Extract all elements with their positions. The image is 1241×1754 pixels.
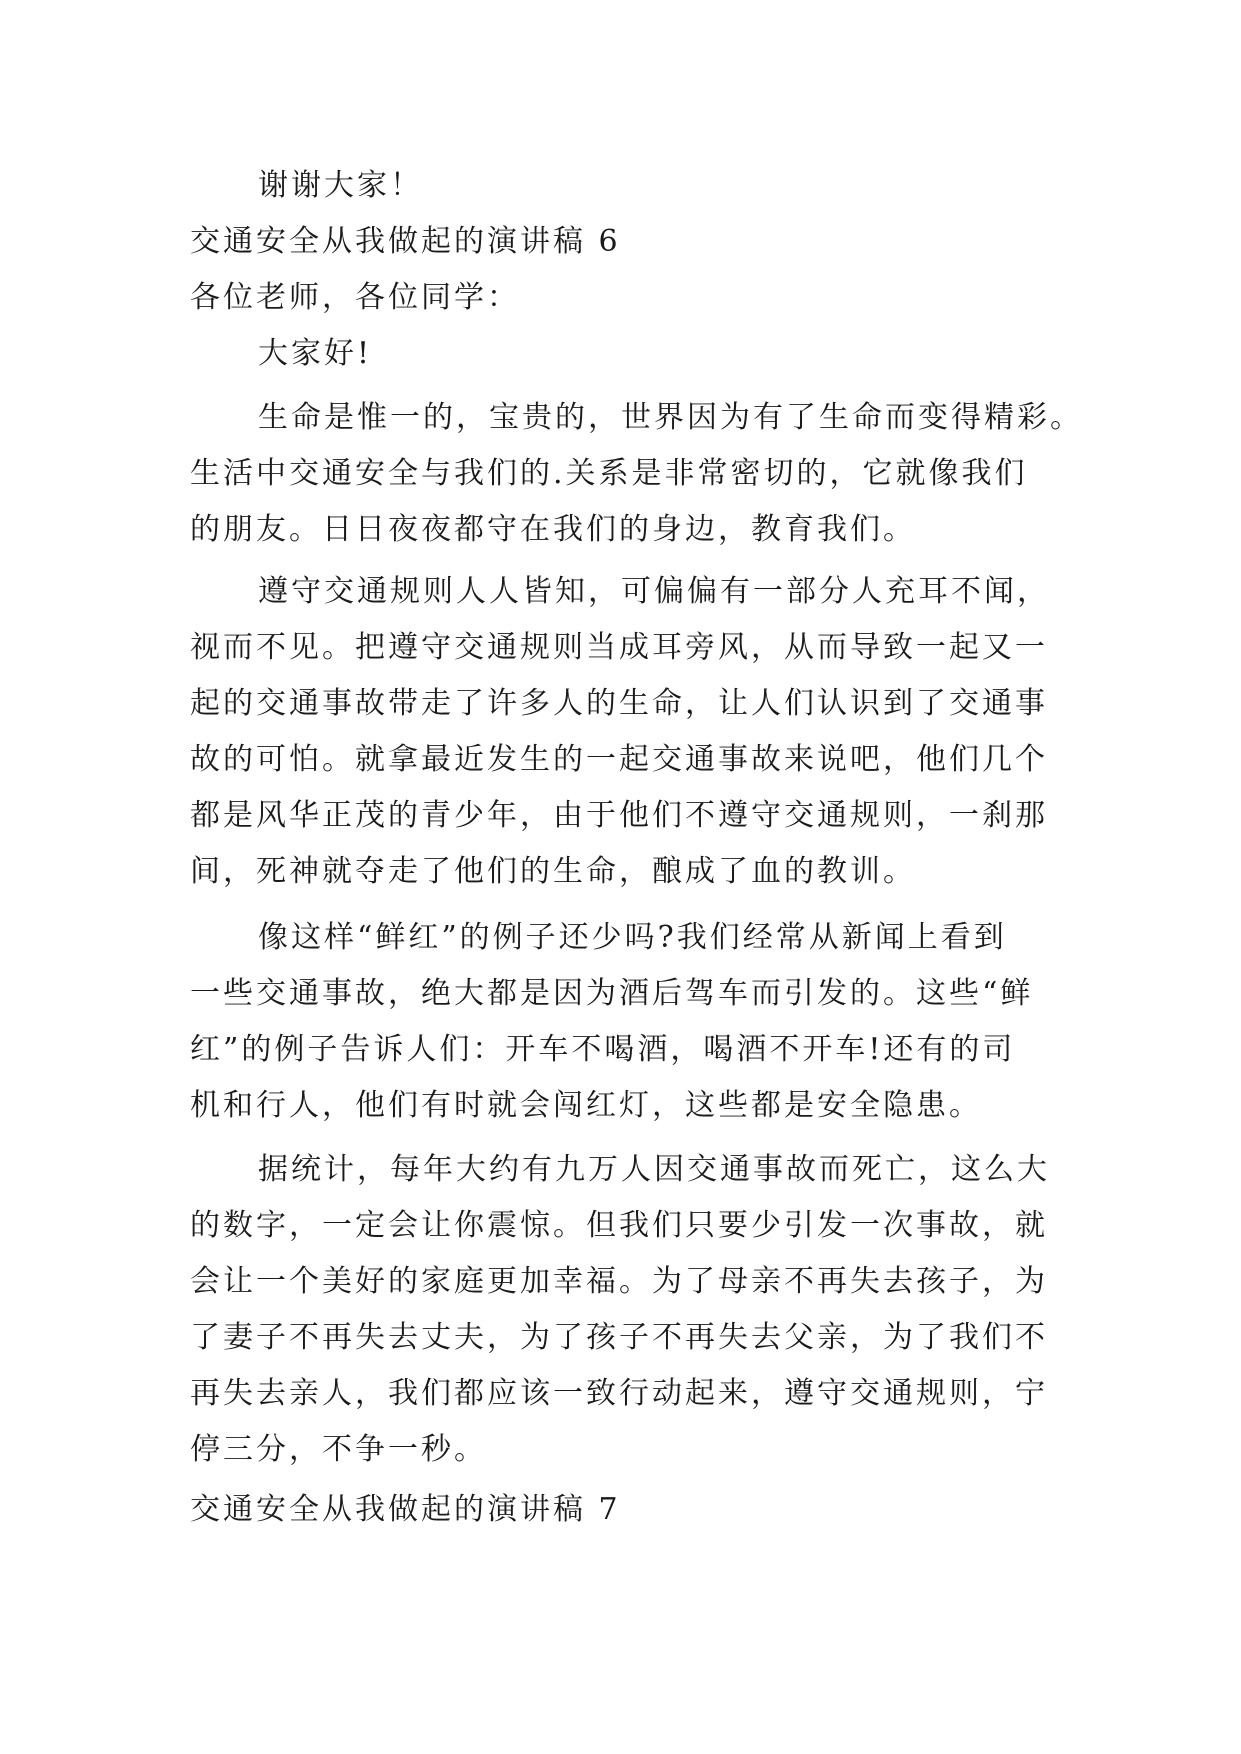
paragraph-line: 视而不见。把遵守交通规则当成耳旁风，从而导致一起又一 bbox=[190, 630, 1048, 665]
section-heading-7: 交通安全从我做起的演讲稿 7 bbox=[190, 1492, 621, 1527]
section-heading-6: 交通安全从我做起的演讲稿 6 bbox=[190, 224, 621, 259]
paragraph-line: 起的交通事故带走了许多人的生命，让人们认识到了交通事 bbox=[190, 686, 1048, 721]
paragraph-line: 会让一个美好的家庭更加幸福。为了母亲不再失去孩子，为 bbox=[190, 1264, 1048, 1299]
paragraph-line: 的数字，一定会让你震惊。但我们只要少引发一次事故，就 bbox=[190, 1208, 1048, 1243]
paragraph-line: 遵守交通规则人人皆知，可偏偏有一部分人充耳不闻， bbox=[258, 574, 1050, 609]
paragraph-line: 生命是惟一的，宝贵的，世界因为有了生命而变得精彩。 bbox=[258, 400, 1083, 435]
paragraph-line: 据统计，每年大约有九万人因交通事故而死亡，这么大 bbox=[258, 1152, 1050, 1187]
paragraph-line: 一些交通事故，绝大都是因为酒后驾车而引发的。这些“鲜 bbox=[190, 976, 1034, 1011]
paragraph-line: 红”的例子告诉人们：开车不喝酒，喝酒不开车!还有的司 bbox=[190, 1032, 1016, 1067]
paragraph-line: 都是风华正茂的青少年，由于他们不遵守交通规则，一刹那 bbox=[190, 798, 1048, 833]
paragraph-line: 了妻子不再失去丈夫，为了孩子不再失去父亲，为了我们不 bbox=[190, 1320, 1048, 1355]
greeting: 大家好! bbox=[258, 336, 373, 371]
paragraph-line: 故的可怕。就拿最近发生的一起交通事故来说吧，他们几个 bbox=[190, 742, 1048, 777]
paragraph-line: 的朋友。日日夜夜都守在我们的身边，教育我们。 bbox=[190, 512, 916, 547]
paragraph-line: 再失去亲人，我们都应该一致行动起来，遵守交通规则，宁 bbox=[190, 1376, 1048, 1411]
paragraph-line: 停三分，不争一秒。 bbox=[190, 1432, 487, 1467]
paragraph-line: 间，死神就夺走了他们的生命，酿成了血的教训。 bbox=[190, 854, 916, 889]
closing-line: 谢谢大家！ bbox=[258, 168, 423, 203]
paragraph-line: 机和行人，他们有时就会闯红灯，这些都是安全隐患。 bbox=[190, 1088, 982, 1123]
paragraph-line: 像这样“鲜红”的例子还少吗?我们经常从新闻上看到 bbox=[258, 920, 1007, 955]
paragraph-line: 生活中交通安全与我们的.关系是非常密切的，它就像我们 bbox=[190, 456, 1028, 491]
salutation: 各位老师，各位同学： bbox=[190, 280, 520, 315]
